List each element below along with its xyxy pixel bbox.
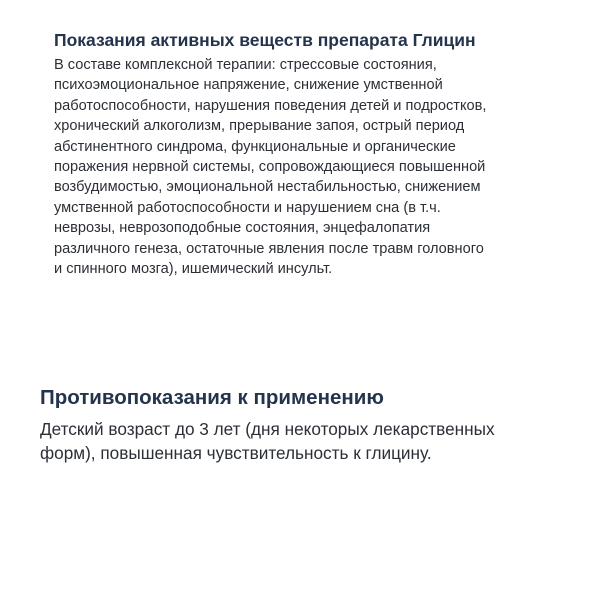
indications-line: работоспособности, нарушения поведения детей и подростков, xyxy=(54,97,487,114)
indications-line: абстинентного синдрома, функциональные и органические xyxy=(54,138,456,155)
indications-line: психоэмоциональное напряжение, снижение умственной xyxy=(54,77,443,94)
indications-line: поражения нервной системы, сопровождающиеся повышенной xyxy=(54,159,486,176)
indications-line: неврозы, неврозоподобные состояния, энцефалопатия xyxy=(54,220,431,237)
contraindications-line: форм), повышенная чувствительность к глицину. xyxy=(40,443,432,463)
indications-line: хронический алкоголизм, прерывание запоя, острый период xyxy=(54,118,465,135)
indications-line: и спинного мозга), ишемический инсульт. xyxy=(54,261,333,278)
indications-section xyxy=(54,29,574,279)
indications-line: возбудимостью, эмоциональной нестабильностью, снижением xyxy=(54,179,481,196)
contraindications-heading: Противопоказания к применению xyxy=(40,386,384,409)
indications-line: В составе комплексной терапии: стрессовые состояния, xyxy=(54,57,437,73)
contraindications-section xyxy=(40,385,592,465)
contraindications-text xyxy=(40,417,592,465)
contraindications-line: Детский возраст до 3 лет (дня некоторых лекарственных xyxy=(40,419,495,439)
indications-text xyxy=(54,55,574,279)
indications-heading: Показания активных веществ препарата Глицин xyxy=(54,30,476,50)
indications-line: различного генеза, остаточные явления после травм головного xyxy=(54,240,484,257)
indications-line: умственной работоспособности и нарушением сна (в т.ч. xyxy=(54,199,441,216)
